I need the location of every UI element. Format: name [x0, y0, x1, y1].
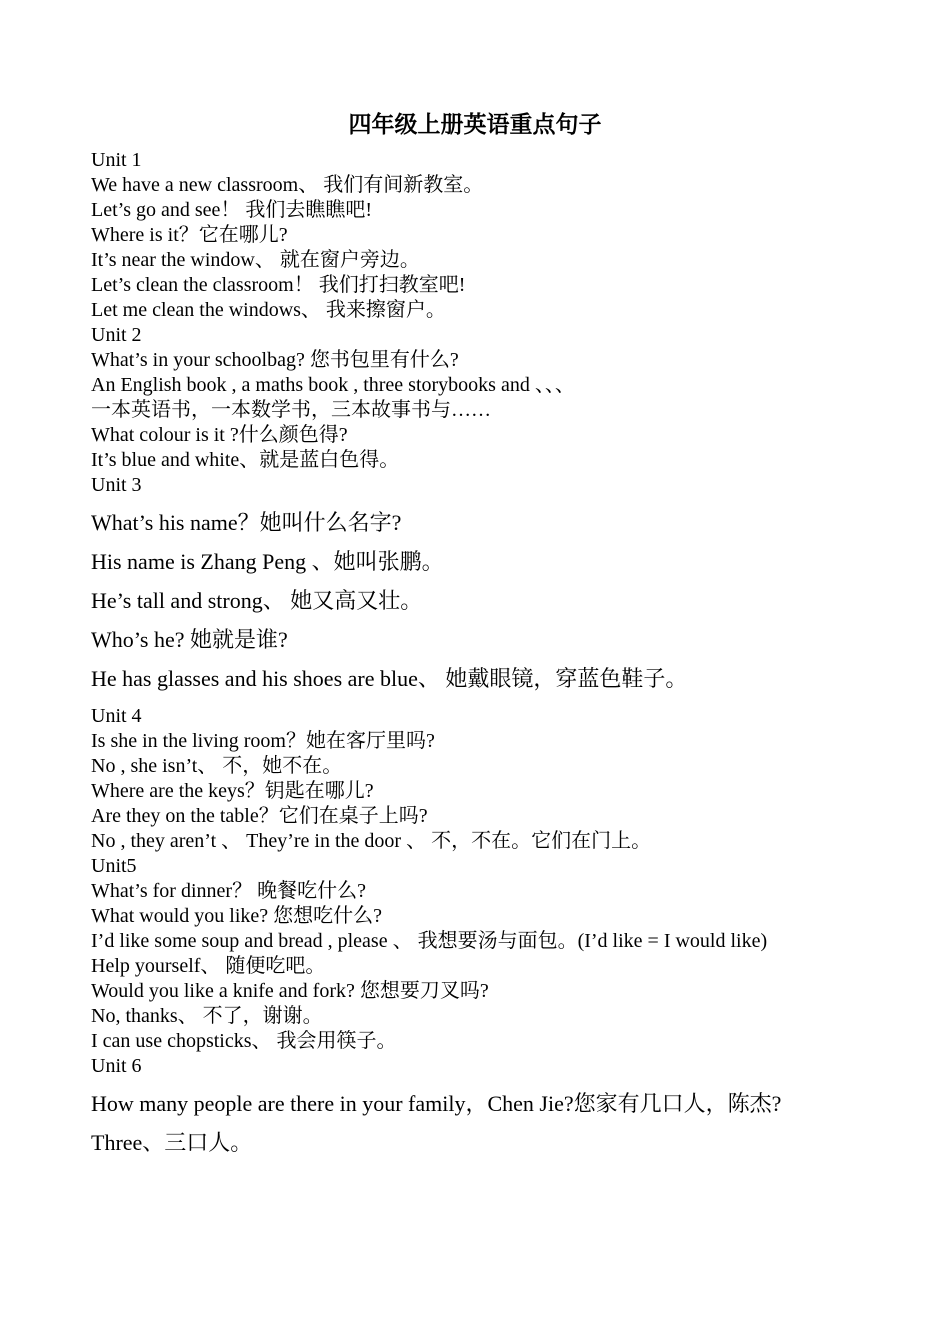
unit-heading: Unit 4: [91, 705, 142, 727]
sentence-line: We have a new classroom、 我们有间新教室。: [91, 174, 484, 196]
sentence-line: What’s for dinner？ 晚餐吃什么?: [91, 880, 366, 902]
sentence-line: I can use chopsticks、 我会用筷子。: [91, 1030, 397, 1052]
sentence-line: 一本英语书，一本数学书，三本故事书与……: [91, 399, 491, 421]
unit-heading: Unit 1: [91, 149, 142, 171]
sentence-line: How many people are there in your family，Chen Jie?您家有几口人，陈杰?: [91, 1091, 782, 1116]
sentence-line: No , they aren’t 、 They’re in the door 、 不，不在。它们在门上。: [91, 830, 652, 852]
sentence-line: Let me clean the windows、 我来擦窗户。: [91, 299, 446, 321]
sentence-line: Where are the keys？钥匙在哪儿?: [91, 780, 374, 802]
sentence-line: What’s in your schoolbag? 您书包里有什么?: [91, 349, 459, 371]
sentence-line: What colour is it ?什么颜色得?: [91, 424, 348, 446]
sentence-line: What’s his name？她叫什么名字?: [91, 510, 402, 535]
sentence-line: He’s tall and strong、 她又高又壮。: [91, 588, 423, 613]
unit-heading: Unit5: [91, 855, 137, 877]
document-title: 四年级上册英语重点句子: [348, 111, 602, 138]
sentence-line: Three、三口人。: [91, 1130, 253, 1155]
sentence-line: What would you like? 您想吃什么?: [91, 905, 383, 927]
sentence-line: Who’s he? 她就是谁?: [91, 627, 288, 652]
sentence-line: Are they on the table？它们在桌子上吗?: [91, 805, 428, 827]
sentence-line: Let’s clean the classroom！ 我们打扫教室吧!: [91, 274, 466, 296]
sentence-line: Is she in the living room？她在客厅里吗?: [91, 730, 435, 752]
sentence-line: An English book , a maths book , three storybooks and 、、、: [91, 374, 575, 396]
sentence-line: No , she isn’t、 不，她不在。: [91, 755, 343, 777]
sentence-line: Where is it？它在哪儿?: [91, 224, 288, 246]
sentence-line: Help yourself、 随便吃吧。: [91, 955, 326, 977]
unit-heading: Unit 2: [91, 324, 142, 346]
sentence-line: It’s blue and white、就是蓝白色得。: [91, 449, 400, 471]
sentence-line: I’d like some soup and bread , please 、 我想要汤与面包。(I’d like = I would like): [91, 930, 768, 952]
unit-heading: Unit 3: [91, 474, 142, 496]
sentence-line: He has glasses and his shoes are blue、 她戴眼镜，穿蓝色鞋子。: [91, 666, 688, 691]
sentence-line: Would you like a knife and fork? 您想要刀叉吗?: [91, 980, 489, 1002]
sentence-line: No, thanks、 不了，谢谢。: [91, 1005, 323, 1027]
document-body: [91, 148, 891, 1168]
sentence-line: His name is Zhang Peng 、她叫张鹏。: [91, 549, 444, 574]
unit-heading: Unit 6: [91, 1055, 142, 1077]
sentence-line: It’s near the window、 就在窗户旁边。: [91, 249, 420, 271]
sentence-line: Let’s go and see！ 我们去瞧瞧吧!: [91, 199, 373, 221]
